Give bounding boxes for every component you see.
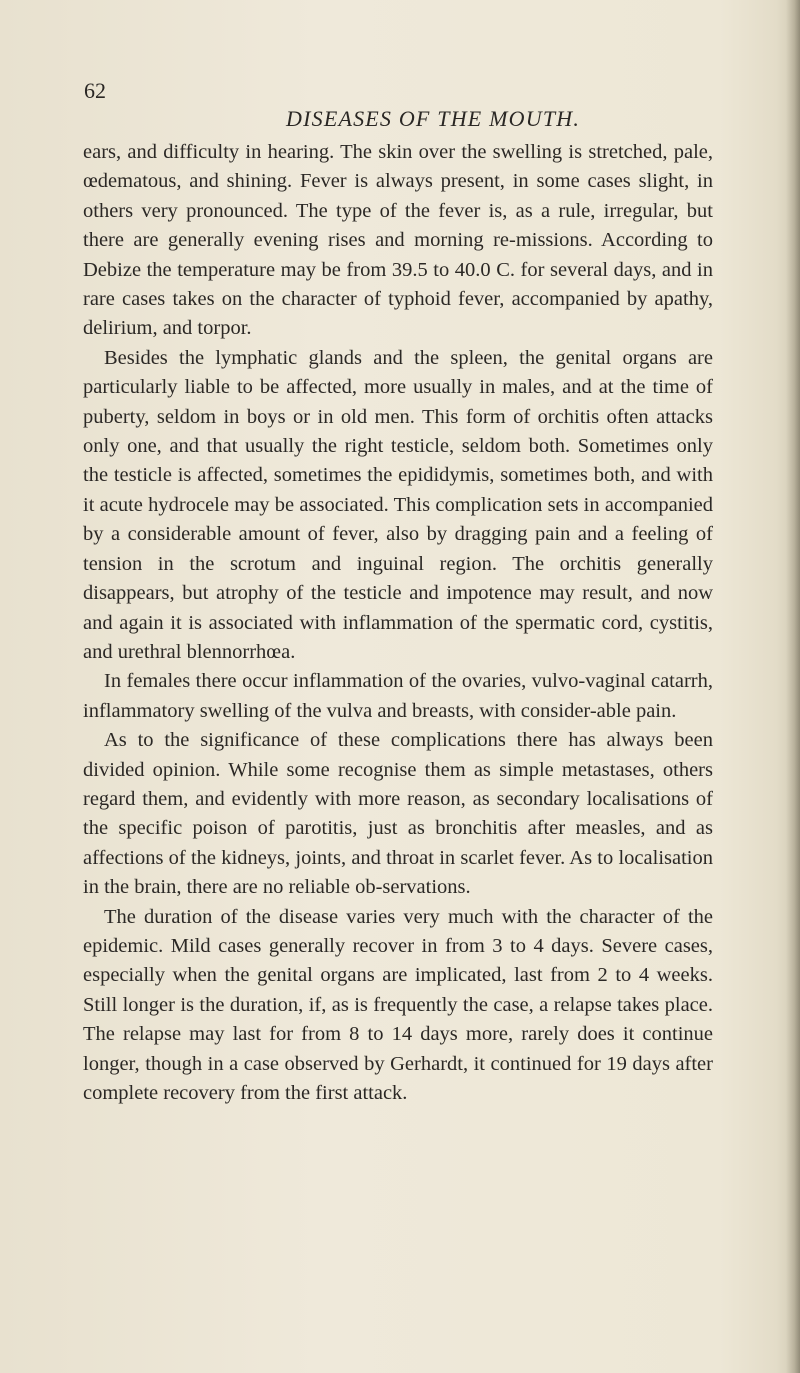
page-number: 62 [84,78,106,103]
paragraph-1: ears, and difficulty in hearing. The skin over the swelling is stretched, pale, œdematous, and shining. Fever is always present, in some cases slight, in others very pronounced. The type of the fever is, as a rule, irregular, but there are generally evening rises and morning re-missions. According to Debize the temperature may be from 39.5 to 40.0 C. for several days, and in rare cases takes on the character of typhoid fever, accompanied by apathy, delirium, and torpor. [83,141,713,340]
paragraph-4: As to the significance of these complications there has always been divided opinion. While some recognise them as simple metastases, others regard them, and evidently with more reason, as secondary localisations of the specific poison of parotitis, just as bronchitis after measles, and as affections of the kidneys, joints, and throat in scarlet fever. As to localisation in the brain, there are no reliable ob-servations. [83,729,713,899]
paragraph-5: The duration of the disease varies very much with the character of the epidemic. Mild cases generally recover in from 3 to 4 days. Severe cases, especially when the genital organs are implicated, last from 2 to 4 weeks. Still longer is the duration, if, as is frequently the case, a relapse takes place. The relapse may last for from 8 to 14 days more, rarely does it continue longer, though in a case observed by Gerhardt, it continued for 19 days after complete recovery from the first attack. [83,905,713,1104]
paragraph-3: In females there occur inflammation of the ovaries, vulvo-vaginal catarrh, inflammatory swelling of the vulva and breasts, with consider-able pain. [83,670,713,722]
paragraph-2: Besides the lymphatic glands and the spleen, the genital organs are particularly liable to be affected, more usually in males, and at the time of puberty, seldom in boys or in old men. This form of orchitis often attacks only one, and that usually the right testicle, seldom both. Sometimes only the testicle is affected, sometimes the epididymis, sometimes both, and with it acute hydrocele may be associated. This complication sets in accompanied by a considerable amount of fever, also by dragging pain and a feeling of tension in the scrotum and inguinal region. The orchitis generally disappears, but atrophy of the testicle and impotence may result, and now and again it is associated with inflammation of the spermatic cord, cystitis, and urethral blennorrhœa. [83,346,713,663]
body-text [83,138,713,1108]
page-edge-shadow [786,0,800,1373]
running-title: DISEASES OF THE MOUTH. [286,106,581,131]
